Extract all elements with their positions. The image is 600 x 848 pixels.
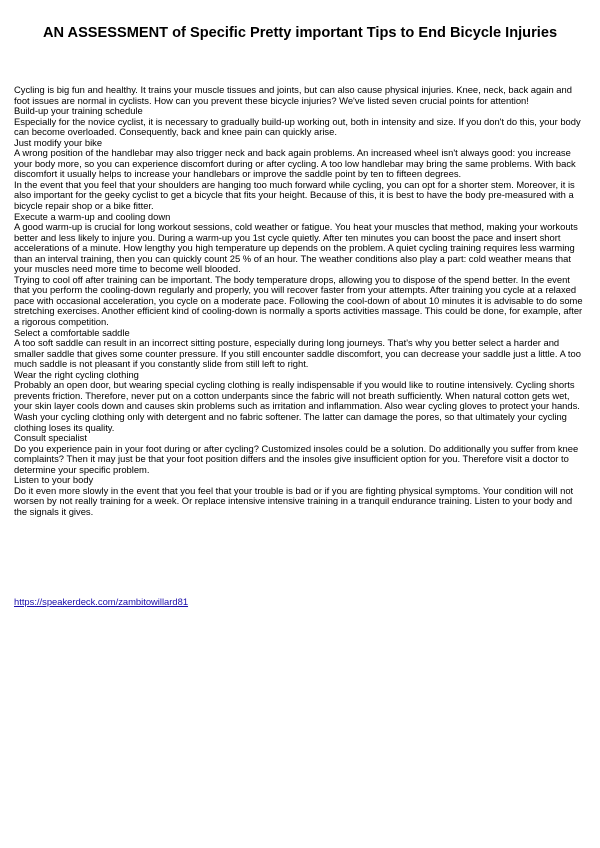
speakerdeck-link[interactable]: https://speakerdeck.com/zambitowillard81 (14, 596, 189, 607)
section-paragraph: A too soft saddle can result in an incorrect sitting posture, especially during long journeys. That's why you better select a harder and smaller saddle that gives some counter pressure. If you still encounter saddle discomfort, you can decrease your saddle just a little. A too much saddle is not pleasant if you constantly slide from still left to right. (14, 337, 581, 370)
section-heading: Listen to your body (14, 474, 94, 486)
section-heading: Consult specialist (14, 432, 87, 444)
section-heading: Just modify your bike (14, 136, 103, 148)
section-heading: Select a comfortable saddle (14, 326, 130, 338)
section-paragraph: A good warm-up is crucial for long workout sessions, cold weather or fatigue. You heat your muscles that method, making your workouts better and less likely to injure you. During a warm-up you 1st cycle quietly. After ten minutes you can boost the pace and insert short accelerations of a minute. How lengthy you high temperature up depends on the problem. A quiet cycling training requires less warming than an interval training, then you can quickly count 25 % of an hour. The weather conditions also play a part: cold weather means that your muscles need more time to become well blooded. (14, 221, 578, 275)
article-body (14, 85, 586, 517)
section-paragraph: Probably an open door, but wearing special cycling clothing is really indispensable if you would like to routine intensively. Cycling shorts prevents friction. Therefore, never put on a cotton underpants since the fabric will not breath sufficiently. When natural cotton gets wet, your skin layer cools down and causes skin problems such as irritation and inflammation. Also wear cycling gloves to protect your hands. Wash your cycling clothing only with detergent and no fabric softener. The latter can damage the pores, so that ultimately your cycling clothing loses its quality. (14, 379, 580, 433)
section-paragraph: Trying to cool off after training can be important. The body temperature drops, allowing you to dispose of the spend better. In the event that you perform the cooling-down regularly and properly, you will recover faster from your attempts. After training you cycle at a relaxed pace with occasional acceleration, you cycle on a moderate pace. Following the cool-down of about 10 minutes it is advisable to do some stretching exercises. Another efficient kind of cooling-down is normally a sports activities massage. This could be done, for example, after a rigorous competition. (14, 273, 583, 328)
section-paragraph: Do it even more slowly in the event that you feel that your trouble is bad or if you are fighting physical symptoms. Your condition will not worsen by not really training for a week. Or replace intensive intensive training in a tranquil endurance training. Listen to your body and the signals it gives. (14, 484, 574, 517)
intro-paragraph: Cycling is big fun and healthy. It trains your muscle tissues and joints, but can also cause physical injuries. Knee, neck, back again and foot issues are normal in cyclists. How can you prevent these bicycle injuries? We've listed seven crucial points for attention! (14, 84, 572, 106)
section-heading: Execute a warm-up and cooling down (14, 210, 171, 222)
document-title: AN ASSESSMENT of Specific Pretty important Tips to End Bicycle Injuries (42, 25, 558, 41)
section-paragraph: In the event that you feel that your shoulders are hanging too much forward while cycling, you can opt for a shorter stem. Moreover, it is also important for the geeky cyclist to get a bicycle that fits your height. Because of this, it is best to have the body pre-measured with a bicycle repair shop or a bike fitter. (14, 178, 575, 212)
section-heading: Wear the right cycling clothing (14, 368, 139, 380)
section-heading: Build-up your training schedule (14, 105, 143, 117)
section-paragraph: Especially for the novice cyclist, it is necessary to gradually build-up working out, both in intensity and size. If you don't do this, your body can become overloaded. Consequently, back and knee pain can quickly arise. (14, 115, 581, 138)
section-paragraph: Do you experience pain in your foot during or after cycling? Customized insoles could be a solution. Do additionally you suffer from knee complaints? Then it may just be that your foot position differs and the insoles give insufficient option for you. Therefore visit a doctor to determine your specific problem. (14, 442, 579, 475)
section-paragraph: A wrong position of the handlebar may also trigger neck and back again problems. An increased wheel isn't always good: you increase your body more, so you can experience discomfort during or after cycling. A too low handlebar may bring the same problems. With back discomfort it usually helps to increase your handlebars or improve the saddle point by ten to fifteen degrees. (14, 147, 576, 180)
